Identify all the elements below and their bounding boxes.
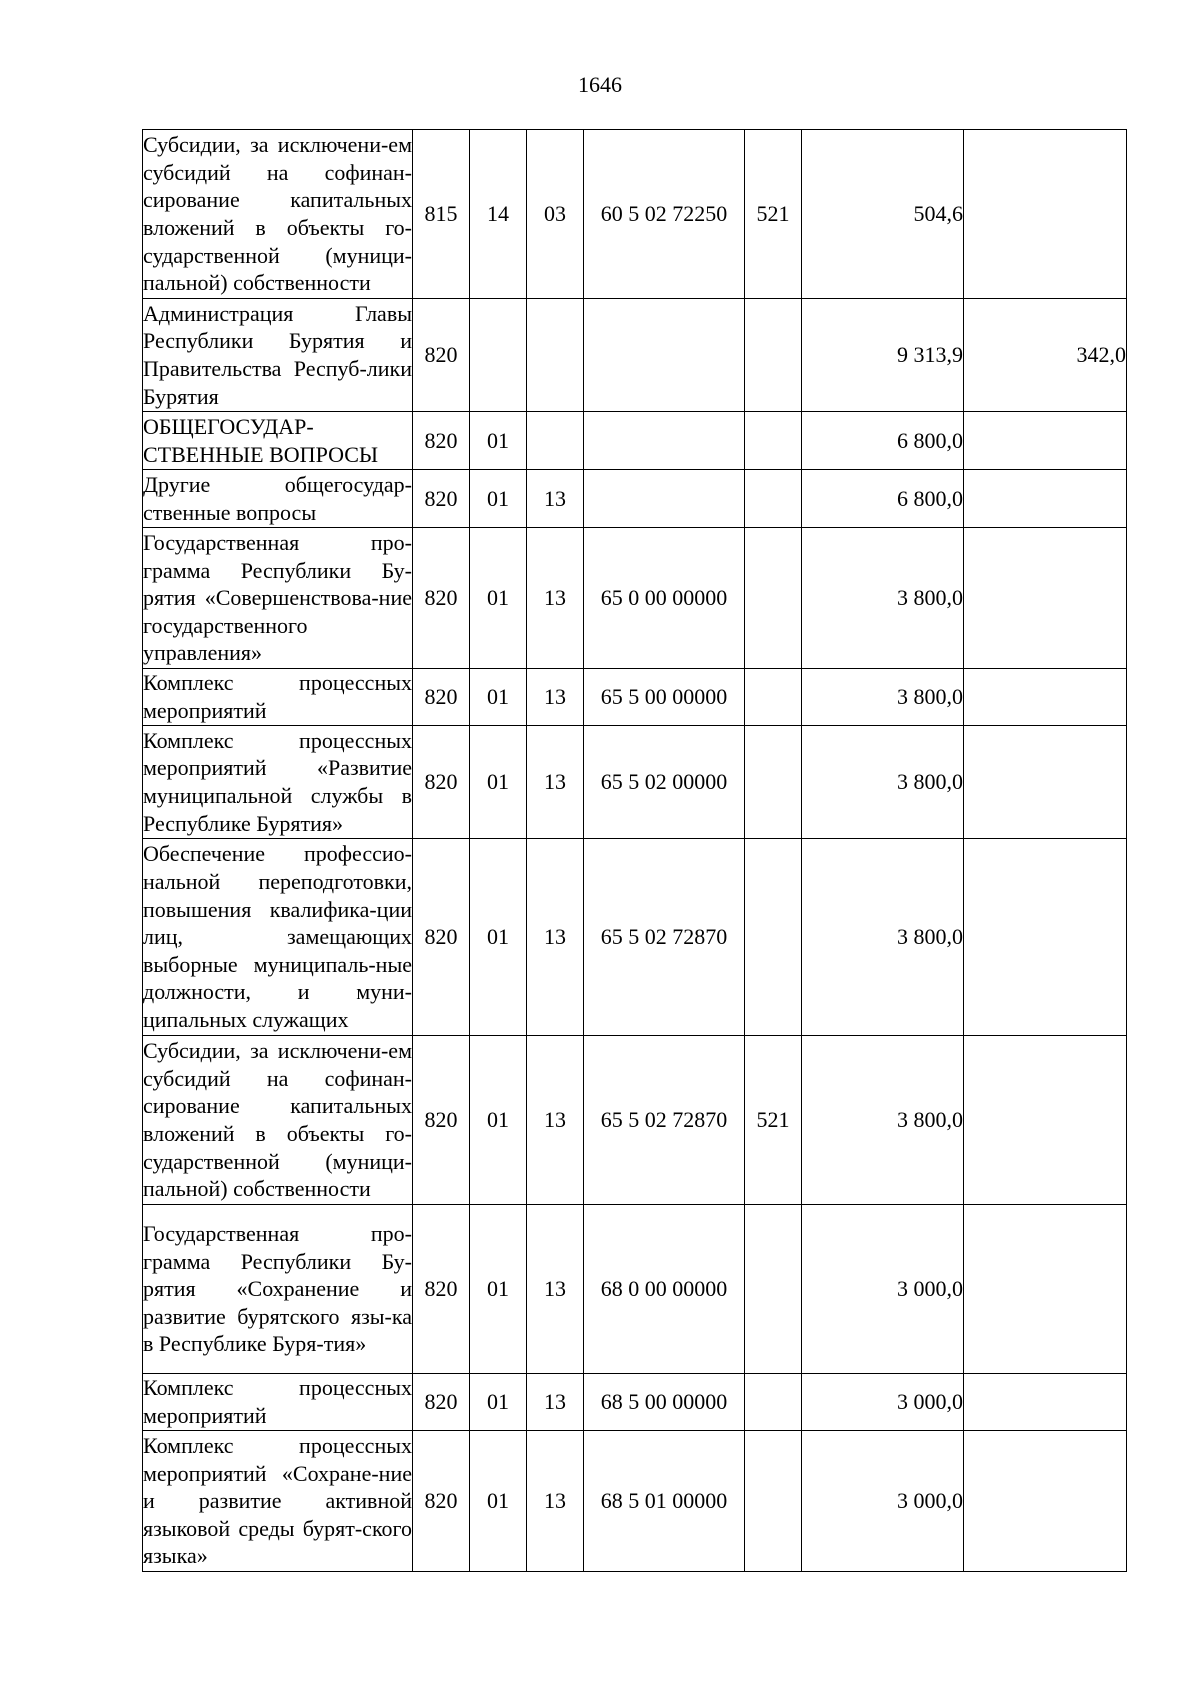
row-name: Субсидии, за исключени-ем субсидий на софинан-сирование капитальных вложений в объекты го-сударственной (муници-пальной) собственности (143, 1036, 413, 1205)
target-code: 68 0 00 00000 (584, 1205, 745, 1374)
subsection-code: 13 (527, 470, 584, 528)
section-code: 01 (470, 470, 527, 528)
amount2-value (964, 839, 1127, 1036)
ministry-code: 820 (413, 726, 470, 839)
ministry-code: 820 (413, 1205, 470, 1374)
target-code: 65 5 02 72870 (584, 839, 745, 1036)
row-name: Комплекс процессных мероприятий «Развитие муниципальной службы в Республике Бурятия» (143, 726, 413, 839)
amount2-value (964, 1205, 1127, 1374)
expense-type-code (745, 669, 802, 726)
row-name: Администрация Главы Республики Бурятия и Правительства Респуб-лики Бурятия (143, 299, 413, 412)
amount-value: 504,6 (802, 130, 964, 299)
row-name: Государственная про-грамма Республики Бу-рятия «Совершенствова-ние государственного управления» (143, 528, 413, 669)
subsection-code: 13 (527, 726, 584, 839)
amount-value: 3 800,0 (802, 839, 964, 1036)
amount2-value (964, 528, 1127, 669)
amount-value: 3 800,0 (802, 669, 964, 726)
table-row (143, 130, 1127, 299)
expense-type-code (745, 1205, 802, 1374)
expense-type-code (745, 528, 802, 669)
amount2-value (964, 1431, 1127, 1572)
expense-type-code (745, 839, 802, 1036)
amount-value: 9 313,9 (802, 299, 964, 412)
target-code (584, 412, 745, 470)
expense-type-code (745, 412, 802, 470)
amount2-value (964, 470, 1127, 528)
expense-type-code: 521 (745, 1036, 802, 1205)
expense-type-code (745, 1374, 802, 1431)
subsection-code: 13 (527, 528, 584, 669)
row-name: Государственная про-грамма Республики Бу-рятия «Сохранение и развитие бурятского язы-ка в Республике Буря-тия» (143, 1205, 413, 1374)
section-code: 14 (470, 130, 527, 299)
section-code (470, 299, 527, 412)
target-code: 68 5 01 00000 (584, 1431, 745, 1572)
table-row (143, 1431, 1127, 1572)
subsection-code: 13 (527, 1431, 584, 1572)
table-row (143, 1036, 1127, 1205)
target-code (584, 470, 745, 528)
table-row (143, 528, 1127, 669)
section-code: 01 (470, 839, 527, 1036)
subsection-code: 13 (527, 1036, 584, 1205)
table-row (143, 1205, 1127, 1374)
amount-value: 3 000,0 (802, 1205, 964, 1374)
row-name: Комплекс процессных мероприятий «Сохране-ние и развитие активной языковой среды бурят-ского языка» (143, 1431, 413, 1572)
amount-value: 3 800,0 (802, 1036, 964, 1205)
row-name: Другие общегосудар-ственные вопросы (143, 470, 413, 528)
amount2-value (964, 669, 1127, 726)
amount-value: 3 000,0 (802, 1374, 964, 1431)
amount2-value (964, 1374, 1127, 1431)
target-code: 60 5 02 72250 (584, 130, 745, 299)
subsection-code: 03 (527, 130, 584, 299)
ministry-code: 820 (413, 1374, 470, 1431)
target-code: 68 5 00 00000 (584, 1374, 745, 1431)
section-code: 01 (470, 1205, 527, 1374)
table-row (143, 839, 1127, 1036)
table-row (143, 726, 1127, 839)
section-code: 01 (470, 412, 527, 470)
budget-table (142, 129, 1127, 1572)
target-code: 65 5 02 00000 (584, 726, 745, 839)
expense-type-code (745, 1431, 802, 1572)
section-code: 01 (470, 528, 527, 669)
expense-type-code (745, 299, 802, 412)
section-code: 01 (470, 726, 527, 839)
section-code: 01 (470, 1036, 527, 1205)
subsection-code (527, 299, 584, 412)
table-row (143, 470, 1127, 528)
row-name: ОБЩЕГОСУДАР-СТВЕННЫЕ ВОПРОСЫ (143, 412, 413, 470)
table-row (143, 299, 1127, 412)
amount2-value (964, 130, 1127, 299)
row-name: Субсидии, за исключени-ем субсидий на софинан-сирование капитальных вложений в объекты го-сударственной (муници-пальной) собственности (143, 130, 413, 299)
table-row (143, 669, 1127, 726)
subsection-code: 13 (527, 839, 584, 1036)
ministry-code: 820 (413, 412, 470, 470)
expense-type-code: 521 (745, 130, 802, 299)
amount-value: 6 800,0 (802, 470, 964, 528)
expense-type-code (745, 726, 802, 839)
row-name: Обеспечение профессио-нальной переподготовки, повышения квалифика-ции лиц, замещающих выборные муниципаль-ные должности, и муни-ципальных служащих (143, 839, 413, 1036)
amount2-value (964, 1036, 1127, 1205)
page-number: 1646 (578, 72, 622, 97)
ministry-code: 820 (413, 299, 470, 412)
target-code (584, 299, 745, 412)
table-row (143, 1374, 1127, 1431)
amount-value: 3 800,0 (802, 528, 964, 669)
amount-value: 3 000,0 (802, 1431, 964, 1572)
section-code: 01 (470, 1431, 527, 1572)
target-code: 65 0 00 00000 (584, 528, 745, 669)
amount2-value (964, 726, 1127, 839)
subsection-code: 13 (527, 1205, 584, 1374)
ministry-code: 820 (413, 669, 470, 726)
ministry-code: 820 (413, 470, 470, 528)
ministry-code: 820 (413, 528, 470, 669)
target-code: 65 5 00 00000 (584, 669, 745, 726)
subsection-code: 13 (527, 669, 584, 726)
ministry-code: 815 (413, 130, 470, 299)
row-name: Комплекс процессных мероприятий (143, 669, 413, 726)
target-code: 65 5 02 72870 (584, 1036, 745, 1205)
ministry-code: 820 (413, 1036, 470, 1205)
amount-value: 6 800,0 (802, 412, 964, 470)
ministry-code: 820 (413, 839, 470, 1036)
ministry-code: 820 (413, 1431, 470, 1572)
amount2-value (964, 412, 1127, 470)
amount2-value: 342,0 (964, 299, 1127, 412)
subsection-code: 13 (527, 1374, 584, 1431)
table-row (143, 412, 1127, 470)
subsection-code (527, 412, 584, 470)
section-code: 01 (470, 1374, 527, 1431)
amount-value: 3 800,0 (802, 726, 964, 839)
expense-type-code (745, 470, 802, 528)
section-code: 01 (470, 669, 527, 726)
row-name: Комплекс процессных мероприятий (143, 1374, 413, 1431)
